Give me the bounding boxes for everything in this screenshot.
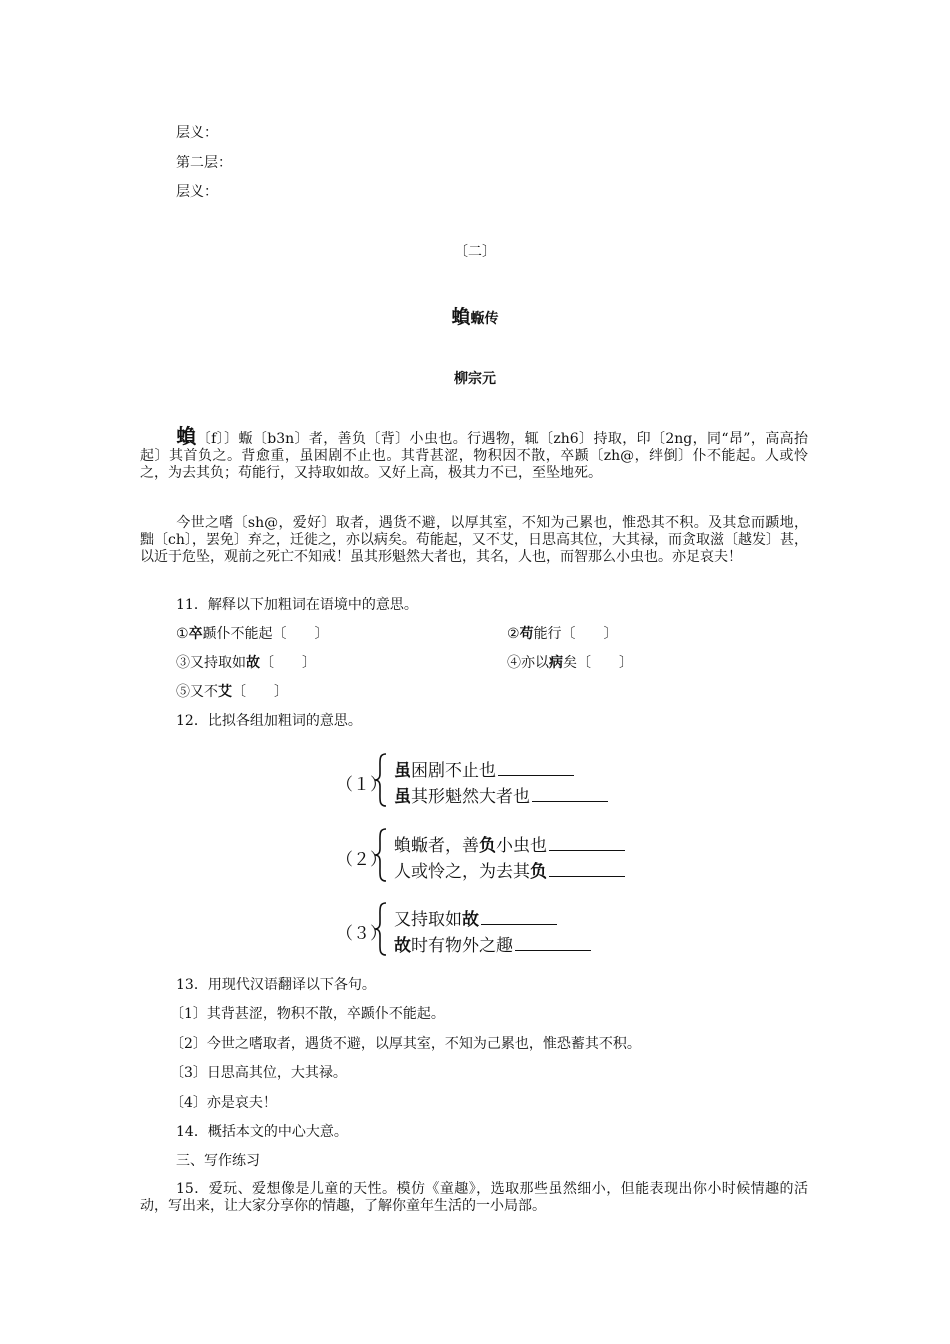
q14-stem: 14．概括本文的中心大意。 xyxy=(176,1124,348,1140)
answer-blank xyxy=(549,860,625,877)
q13-stem: 13．用现代汉语翻译以下各句。 xyxy=(176,977,376,993)
passage-title xyxy=(0,302,950,329)
brace-icon xyxy=(372,901,390,957)
q11-item-3: ③又持取如故〔 〕 xyxy=(176,655,316,671)
layer-meaning-label-1: 层义： xyxy=(176,125,218,141)
q12-stem: 12．比拟各组加粗词的意思。 xyxy=(176,713,362,729)
title-big-char: 蝜 xyxy=(451,306,471,328)
q11-item-5: ⑤又不艾〔 〕 xyxy=(176,684,288,700)
p2-text: 今世之嗜〔sh@，爱好〕取者，遇货不避，以厚其室，不知为己累也，惟恐其不积。及其怠而踬地，黜〔ch〕，罢免〕弃之，迁徙之，亦以病矣。苟能起，又不艾，日思高其位，大其禄，而贪取滋〔越发〕甚，以近于危坠，观前之死亡不知戒！虽其形魁然大者也，其名，人也，而智那么小虫也。亦足哀夫！ xyxy=(140,515,808,565)
second-layer-label: 第二层： xyxy=(176,155,232,171)
passage-paragraph-2 xyxy=(140,515,808,566)
q11-item-4: ④亦以病矣〔 〕 xyxy=(507,655,633,671)
brace-icon xyxy=(372,752,390,808)
p1-text: 〔f〕〕蝂〔b3n〕者，善负〔背〕小虫也。行遇物，辄〔zh6〕持取，印〔2ng，同“昂”，高高抬起〕其首负之。背愈重，虽困剧不止也。其背甚涩，物积因不散，卒踬〔zh@，绊倒〕仆不能起。人或怜之，为去其负；苟能行，又持取如故。又好上高，极其力不已，至坠地死。 xyxy=(140,431,808,481)
brace-icon xyxy=(372,827,390,883)
answer-blank xyxy=(481,908,557,925)
answer-blank xyxy=(515,934,591,951)
q11-stem: 11．解释以下加粗词在语境中的意思。 xyxy=(176,597,418,613)
q13-item-3: 〔3〕日思高其位，大其禄。 xyxy=(170,1065,347,1081)
layer-meaning-label-2: 层义： xyxy=(176,184,218,200)
q13-item-4: 〔4〕亦是哀夫！ xyxy=(170,1095,277,1111)
q13-item-2: 〔2〕今世之嗜取者，遇货不避，以厚其室，不知为己累也，惟恐蓄其不积。 xyxy=(170,1036,641,1052)
q13-item-1: 〔1〕其背甚涩，物积不散，卒踬仆不能起。 xyxy=(170,1006,445,1022)
answer-blank xyxy=(498,759,574,776)
author: 柳宗元 xyxy=(454,371,496,387)
q11-item-2: ②苟能行〔 〕 xyxy=(507,626,618,642)
section-label: 〔二〕 xyxy=(454,244,496,260)
q15-text: 15．爱玩、爱想像是儿童的天性。模仿《童趣》，选取那些虽然细小，但能表现出你小时候情趣的活动，写出来，让大家分享你的情趣，了解你童年生活的一小局部。 xyxy=(140,1181,808,1214)
section-3-heading: 三、写作练习 xyxy=(176,1153,260,1169)
p1-lead-char: 蝜 xyxy=(176,424,197,448)
answer-blank xyxy=(532,785,608,802)
answer-blank xyxy=(549,834,625,851)
passage-paragraph-1 xyxy=(140,424,808,482)
title-rest: 蝂传 xyxy=(470,311,499,327)
q11-item-1: ①卒踬仆不能起〔 〕 xyxy=(176,626,329,642)
